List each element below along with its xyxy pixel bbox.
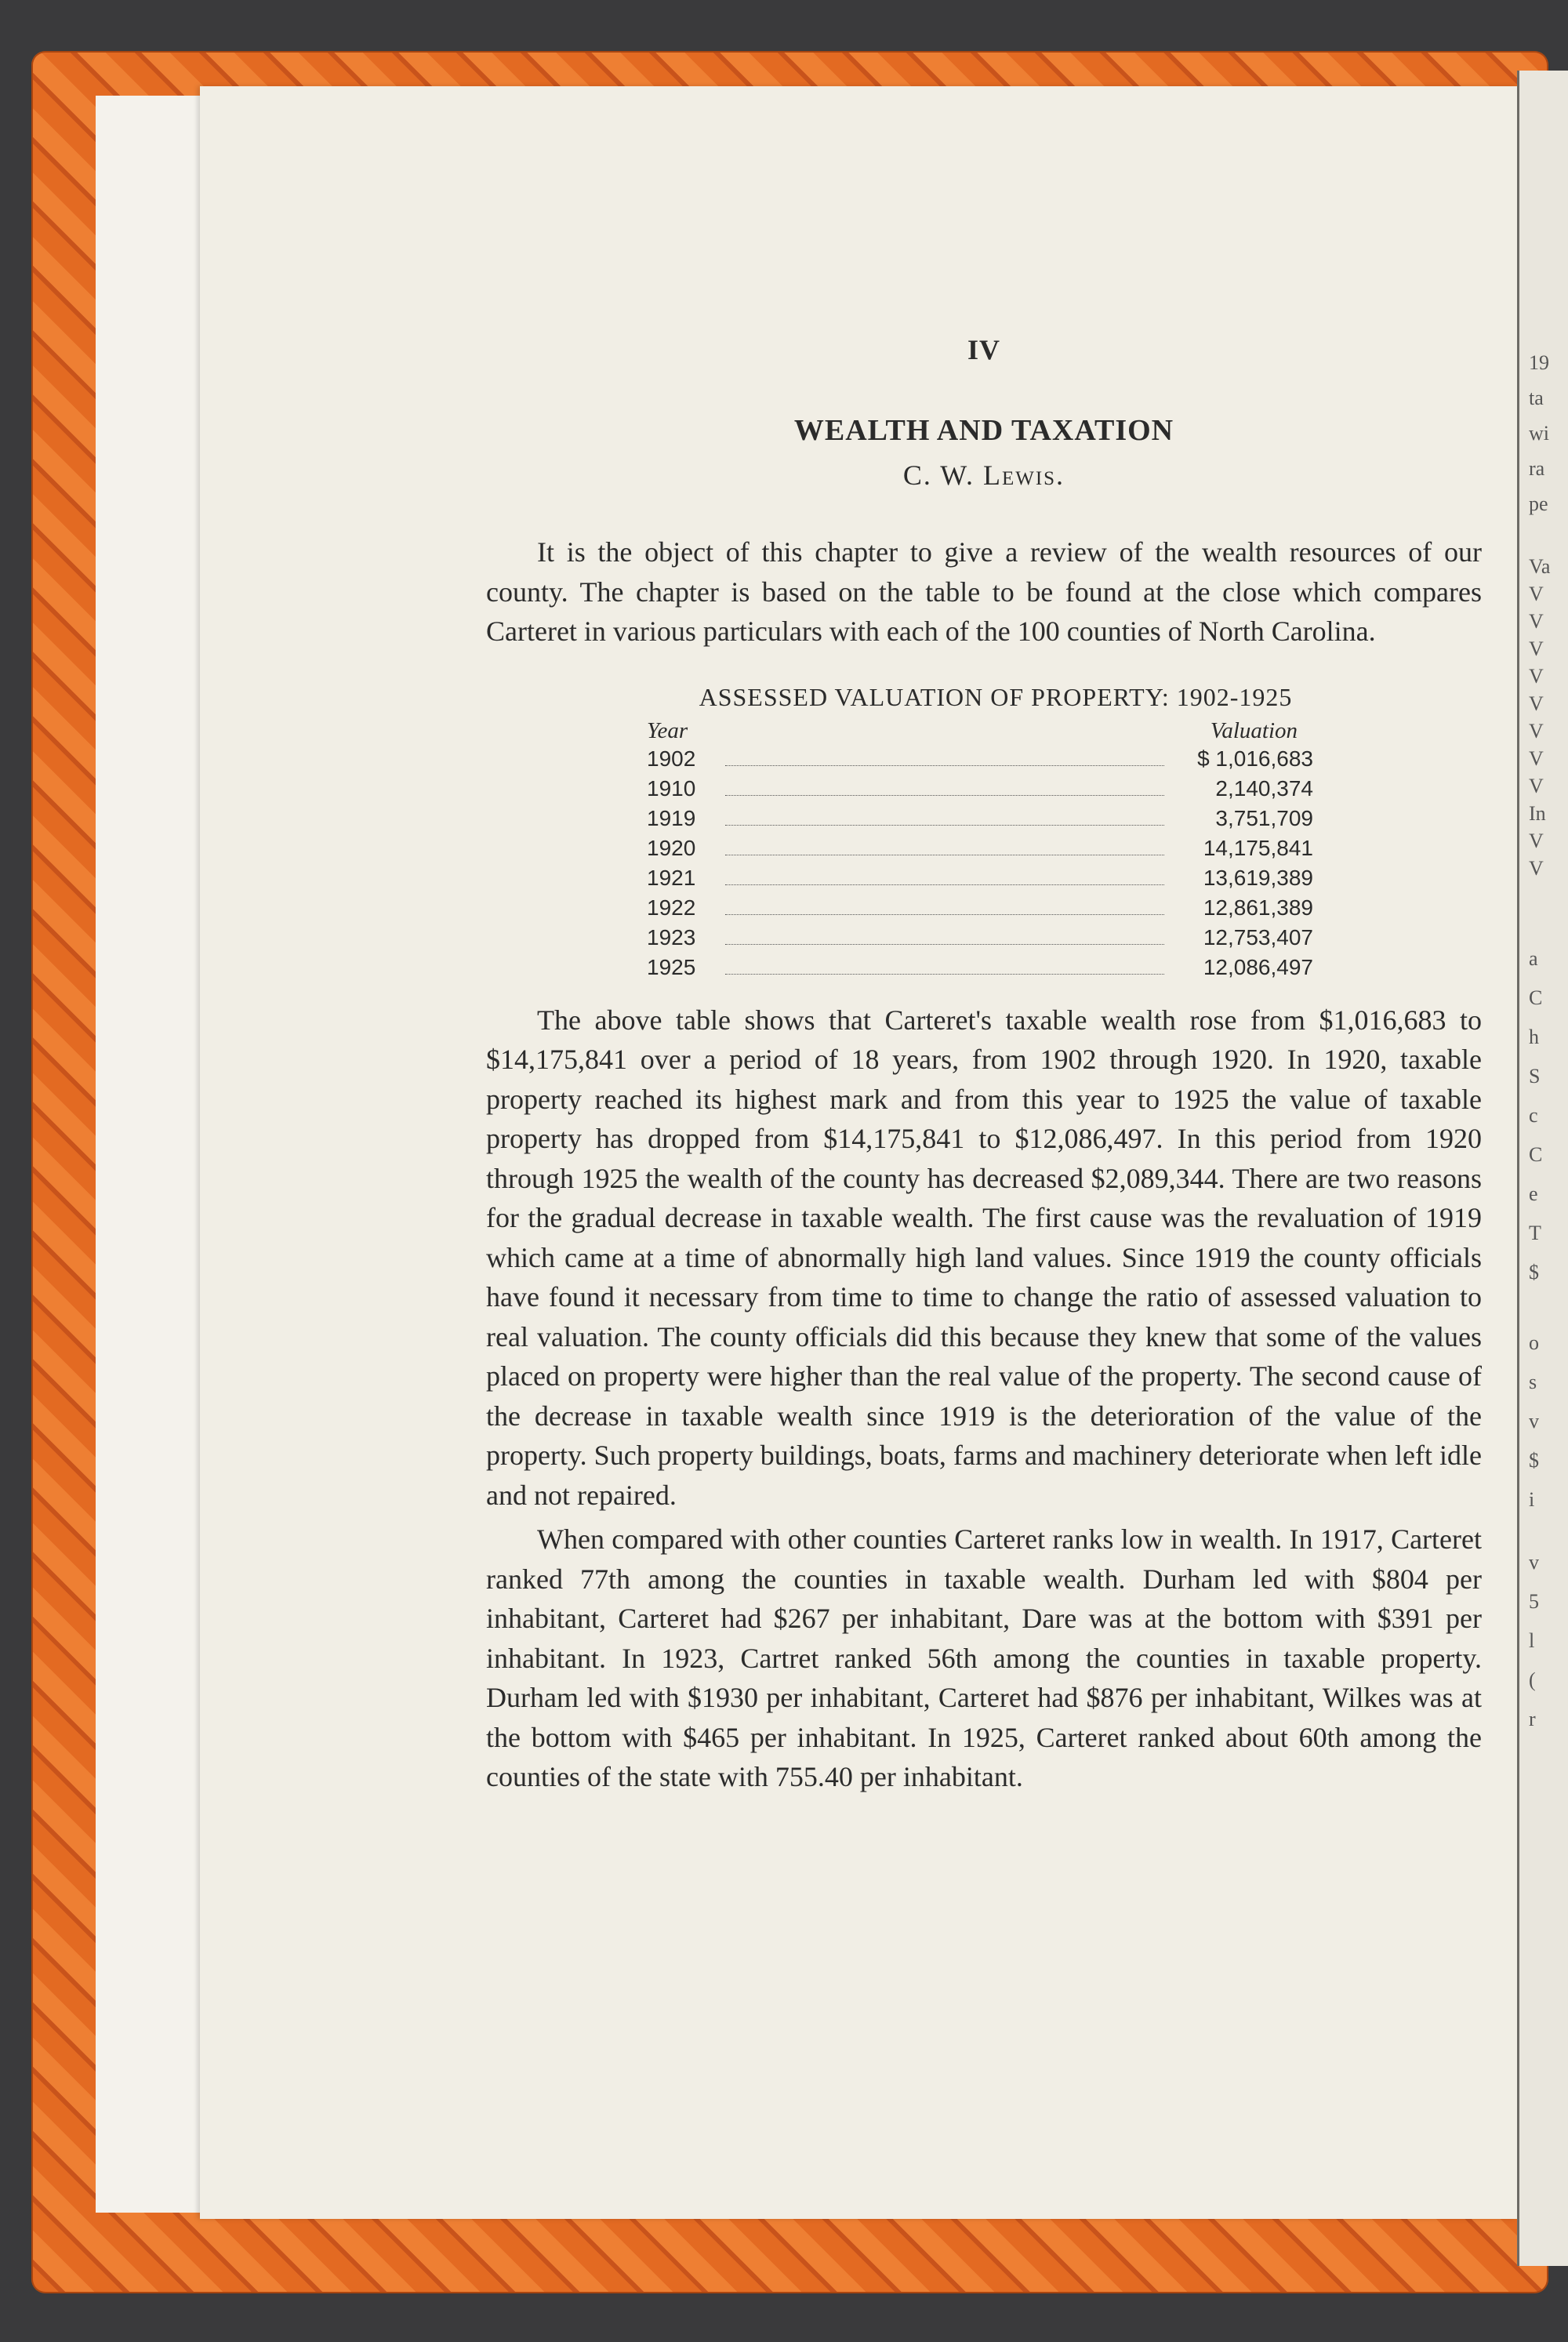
row-year: 1921: [647, 865, 696, 890]
facing-page-text-fragment: S: [1529, 1065, 1541, 1087]
facing-page-text-fragment: V: [1529, 665, 1544, 688]
facing-page-edge: [1517, 71, 1568, 2266]
row-year: 1922: [647, 895, 696, 920]
column-header-year: Year: [647, 717, 688, 743]
facing-page-text-fragment: V: [1529, 830, 1544, 852]
leader-dots: [725, 795, 1164, 796]
row-valuation: $ 1,016,683: [1197, 746, 1313, 771]
facing-page-text-fragment: $: [1529, 1449, 1539, 1472]
valuation-table-header: [647, 718, 1313, 746]
row-valuation: 12,753,407: [1203, 924, 1313, 950]
table-row: [647, 806, 1313, 836]
table-row: [647, 925, 1313, 955]
author-initials: C. W.: [902, 459, 975, 491]
chapter-author: [486, 459, 1482, 492]
row-valuation: 12,861,389: [1203, 895, 1313, 920]
facing-page-text-fragment: (: [1529, 1668, 1536, 1691]
facing-page-text-fragment: V: [1529, 692, 1544, 715]
row-year: 1910: [647, 775, 696, 801]
row-valuation: 14,175,841: [1203, 835, 1313, 860]
facing-page-text-fragment: V: [1529, 747, 1544, 770]
leader-dots: [725, 974, 1164, 975]
facing-page-text-fragment: ra: [1529, 457, 1545, 480]
row-year: 1919: [647, 805, 696, 830]
facing-page-text-fragment: C: [1529, 1143, 1543, 1166]
row-valuation: 13,619,389: [1203, 865, 1313, 890]
facing-page-text-fragment: 19: [1529, 351, 1549, 374]
facing-page-text-fragment: o: [1529, 1331, 1539, 1354]
comparison-paragraph: When compared with other counties Carteret ranks low in wealth. In 1917, Carteret ranked 77th among the counties in taxable wealth. Durham led with $804 per inhabitant, Carteret had $267 per inhabitant, Dare was at the bottom with $391 per inhabitant. In 1923, Cartret ranked 56th among the counties in taxable property. Durham led with $1930 per inhabitant, Carteret had $876 per inhabitant, Wilkes was at the bottom with $465 per inhabitant. In 1925, Carteret ranked about 60th among the counties of the state with 755.40 per inhabitant.: [486, 1523, 1482, 1792]
facing-page-text-fragment: In: [1529, 802, 1546, 825]
leader-dots: [725, 884, 1164, 885]
row-year: 1920: [647, 835, 696, 860]
leader-dots: [725, 825, 1164, 826]
table-row: [647, 746, 1313, 776]
facing-page-text-fragment: V: [1529, 637, 1544, 660]
row-year: 1925: [647, 954, 696, 979]
intro-paragraph: It is the object of this chapter to give a review of the wealth resources of our county. The chapter is based on the table to be found at the close which compares Carteret in various particulars with each of the 100 counties of North Carolina.: [486, 536, 1482, 647]
facing-page-text-fragment: Va: [1529, 555, 1551, 578]
analysis-paragraph: The above table shows that Carteret's taxable wealth rose from $1,016,683 to $14,175,841 over a period of 18 years, from 1902 through 1920. In 1920, taxable property reached its highest mark and from this year to 1925 the value of taxable property has dropped from $14,175,841 to $12,086,497. In this period from 1920 through 1925 the wealth of the county has decreased $2,089,344. There are two reasons for the gradual decrease in taxable wealth. The first cause was the revaluation of 1919 which came at a time of abnormally high land values. Since 1919 the county officials have found it necessary from time to time to change the ratio of assessed valuation to real valuation. The county officials did this because they knew that some of the values placed on property were higher than the real value of the property. The second cause of the decrease in taxable wealth since 1919 is the deterioration of the value of the property. Such property buildings, boats, farms and machinery deteriorate when left idle and not repaired.: [486, 1004, 1482, 1511]
row-year: 1923: [647, 924, 696, 950]
facing-page-text-fragment: v: [1529, 1551, 1539, 1574]
leader-dots: [725, 944, 1164, 945]
facing-page-text-fragment: V: [1529, 775, 1544, 797]
leader-dots: [725, 914, 1164, 915]
table-row: [647, 776, 1313, 806]
chapter-title: WEALTH AND TAXATION: [793, 414, 1174, 447]
row-valuation: 2,140,374: [1215, 775, 1313, 801]
leader-dots: [725, 765, 1164, 766]
facing-page-text-fragment: 5: [1529, 1590, 1539, 1613]
facing-page-text-fragment: h: [1529, 1026, 1539, 1048]
valuation-table-title: ASSESSED VALUATION OF PROPERTY: 1902-1925: [699, 682, 1293, 711]
facing-page-text-fragment: l: [1529, 1629, 1535, 1652]
table-row: [647, 955, 1313, 985]
table-row: [647, 836, 1313, 866]
row-year: 1902: [647, 746, 696, 771]
chapter-number: IV: [967, 334, 1000, 365]
facing-page-text-fragment: T: [1529, 1222, 1541, 1244]
table-row: [647, 866, 1313, 895]
facing-page-text-fragment: v: [1529, 1410, 1539, 1432]
facing-page-text-fragment: wi: [1529, 422, 1549, 445]
facing-page-text-fragment: r: [1529, 1708, 1536, 1730]
facing-page-text-fragment: pe: [1529, 492, 1548, 515]
facing-page-text-fragment: ta: [1529, 387, 1544, 409]
table-row: [647, 895, 1313, 925]
flyleaf-page-edge: [96, 96, 215, 2213]
facing-page-text-fragment: i: [1529, 1488, 1535, 1511]
facing-page-text-fragment: a: [1529, 947, 1538, 970]
author-surname: Lewis.: [982, 459, 1065, 491]
facing-page-text-fragment: c: [1529, 1104, 1538, 1127]
column-header-valuation: Valuation: [1210, 717, 1298, 743]
row-valuation: 12,086,497: [1203, 954, 1313, 979]
row-valuation: 3,751,709: [1215, 805, 1313, 830]
facing-page-text-fragment: s: [1529, 1371, 1537, 1393]
page-content: [486, 314, 1482, 1797]
facing-page-text-fragment: V: [1529, 583, 1544, 605]
facing-page-text-fragment: e: [1529, 1182, 1538, 1205]
valuation-table: [647, 718, 1313, 985]
facing-page-text-fragment: V: [1529, 857, 1544, 880]
facing-page-text-fragment: V: [1529, 610, 1544, 633]
facing-page-text-fragment: V: [1529, 720, 1544, 743]
facing-page-text-fragment: $: [1529, 1261, 1539, 1284]
facing-page-text-fragment: C: [1529, 986, 1543, 1009]
